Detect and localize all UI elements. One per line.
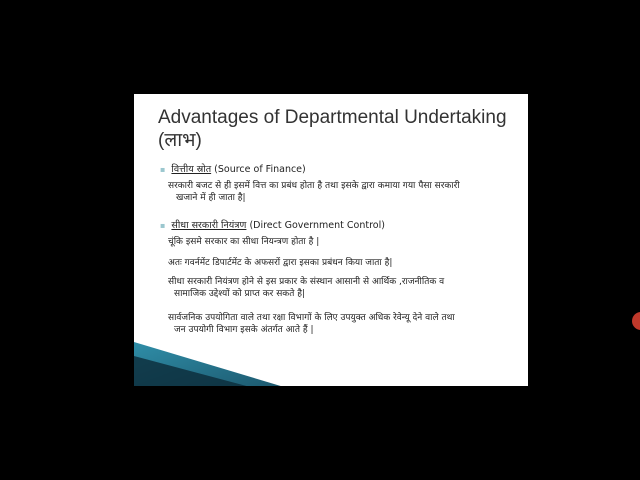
bullet-direct-government-control — [160, 218, 385, 231]
bullet-english: (Source of Finance) — [214, 164, 306, 175]
presentation-slide — [134, 94, 528, 386]
line-part: खजाने में ही जाता है| — [176, 193, 246, 203]
line-part: चूंकि इसमे सरकार का सीधा नियन्त्रण होता है | — [168, 237, 320, 247]
text-line — [168, 257, 392, 269]
line-part: सीधा सरकारी नियंत्रण होने से इस प्रकार के संस्थान आसानी से आर्थिक ,राजनीतिक व — [168, 277, 445, 287]
line-part: सामाजिक उद्देश्यों को प्राप्त कर सकते है| — [174, 289, 306, 299]
record-indicator-icon — [632, 312, 640, 330]
text-line — [168, 312, 455, 336]
text-line — [168, 236, 319, 248]
slide-title: Advantages of Departmental Undertaking (लाभ) — [158, 107, 507, 151]
bullet-icon: ▪ — [160, 165, 166, 174]
text-line — [168, 276, 444, 300]
bullet-english: (Direct Government Control) — [249, 220, 385, 231]
bullet-hindi: वित्तीय स्रोत — [171, 164, 212, 175]
bullet-hindi: सीधा सरकारी नियंत्रण — [171, 220, 247, 231]
line-part: जन उपयोगी विभाग इसके अंतर्गत आते हैं | — [174, 325, 314, 335]
line-part: सरकारी बजट से ही इसमें वित्त का प्रबंध होता है तथा इसके द्वारा कमाया गया पैसा सरकारी — [168, 181, 460, 191]
bullet-icon: ▪ — [160, 221, 166, 230]
text-line — [168, 180, 460, 204]
line-part: सार्वजनिक उपयोगिता वाले तथा रक्षा विभागों के लिए उपयुक्त अधिक रेवेन्यू देने वाले तथा — [168, 313, 455, 323]
line-part: अतः गवर्नमेंट डिपार्टमेंट के अफसरों द्वारा इसका प्रबंधन किया जाता है| — [168, 258, 393, 268]
bullet-source-of-finance — [160, 162, 306, 175]
